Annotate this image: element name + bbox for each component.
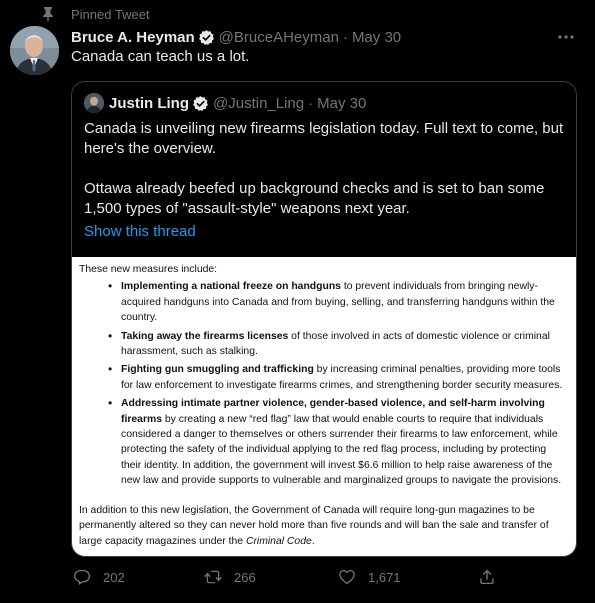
quote-date[interactable]: May 30 — [317, 94, 367, 112]
document-list-item — [121, 362, 568, 393]
tweet-header — [71, 26, 579, 48]
quote-avatar — [84, 93, 104, 113]
document-item-text: by creating a new “red flag” law that would enable courts to require that individuals considered a danger to themselves or others surrender their firearms to law enforcement, while protecting the safety of the individual applying to the red flag process, including by protecting their identity. In addition, the government will invest $6.6 million to help raise awareness of the new law and provide supports to vulnerable and marginalized groups to navigate the provisions. — [121, 413, 562, 487]
avatar-image — [10, 26, 59, 75]
document-intro: These new measures include: — [79, 264, 218, 275]
document-outro-text: In addition to this new legislation, the Government of Canada will require long-gun magazines to be permanently altered so they can never hold more than five rounds and will ban the sale and transfer of large capacity magazines under the — [79, 504, 549, 547]
document-item-bold: Fighting gun smuggling and trafficking — [121, 364, 314, 376]
document-item-bold: Addressing intimate partner violence, gender-based violence, and self-harm involving firearms — [121, 398, 545, 425]
document-outro-italic: Criminal Code — [245, 535, 312, 547]
document-list-item — [121, 329, 568, 360]
pin-icon — [41, 6, 55, 22]
quote-text — [84, 119, 564, 219]
tweet-text: Canada can teach us a lot. — [71, 48, 250, 65]
author-handle[interactable]: @BruceAHeyman — [218, 28, 339, 46]
more-icon[interactable] — [557, 29, 575, 45]
like-count: 1,671 — [368, 569, 401, 585]
document-item-text: to prevent individuals from bringing newly-acquired handguns into Canada and from buying, selling, and transferring handguns within the country. — [121, 281, 555, 324]
tweet-actions — [71, 568, 511, 590]
retweet-count: 266 — [234, 569, 256, 585]
quote-author-name[interactable]: Justin Ling — [109, 94, 189, 112]
reply-count: 202 — [103, 569, 125, 585]
avatar[interactable] — [10, 26, 59, 75]
share-icon — [478, 568, 496, 586]
pinned-label: Pinned Tweet — [71, 7, 150, 22]
document-list — [79, 279, 568, 488]
quoted-tweet[interactable] — [71, 81, 577, 557]
document-item-bold: Taking away the firearms licenses — [121, 330, 289, 342]
verified-badge-icon — [192, 95, 209, 112]
quote-avatar-image — [84, 93, 104, 113]
attached-document-image[interactable] — [72, 257, 577, 557]
document-item-text: of those involved in acts of domestic violence or criminal harassment, such as stalking. — [121, 330, 550, 358]
like-icon — [338, 568, 356, 586]
document-item-bold: Implementing a national freeze on handguns — [121, 281, 341, 293]
author-name[interactable]: Bruce A. Heyman — [71, 28, 195, 46]
quote-paragraph: Ottawa already beefed up background checks and is set to ban some 1,500 types of "assault-style" weapons next year. — [84, 180, 545, 217]
header-separator: · — [342, 28, 348, 46]
quote-header-separator: · — [308, 94, 314, 112]
show-thread-link[interactable]: Show this thread — [84, 223, 196, 240]
retweet-button[interactable] — [204, 568, 256, 586]
share-button[interactable] — [478, 568, 508, 586]
quote-header — [84, 93, 366, 113]
document-list-item — [121, 279, 568, 325]
document-list-item — [121, 396, 568, 488]
document-outro-end: . — [311, 535, 315, 547]
tweet-date[interactable]: May 30 — [351, 28, 402, 46]
quote-author-handle[interactable]: @Justin_Ling — [213, 94, 305, 112]
verified-badge-icon — [198, 29, 215, 46]
quote-paragraph: Canada is unveiling new firearms legislation today. Full text to come, but here's the overview. — [84, 120, 564, 157]
document-outro — [79, 503, 568, 549]
retweet-icon — [204, 568, 222, 586]
document-item-text: by increasing criminal penalties, providing more tools for law enforcement to investigate firearms crimes, and strengthening border security measures. — [121, 364, 563, 391]
reply-button[interactable] — [73, 568, 125, 586]
reply-icon — [73, 568, 91, 586]
like-button[interactable] — [338, 568, 401, 586]
